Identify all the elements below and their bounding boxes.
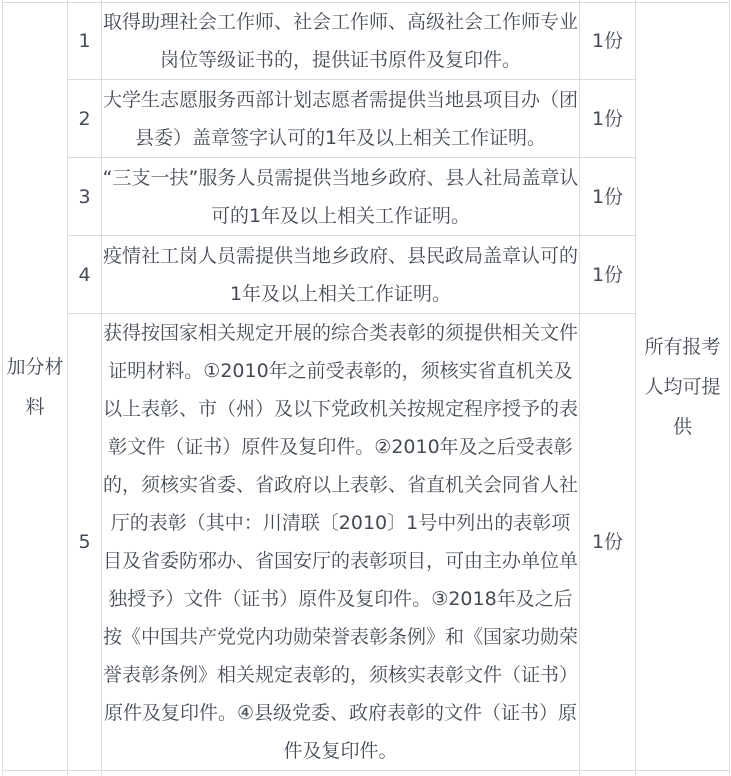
material-desc-cell: 获得按国家相关规定开展的综合类表彰的须提供相关文件证明材料。①2010年之前受表彰的，须核实省直机关及以上表彰、市（州）及以下党政机关按规定程序授予的表彰文件（证书）原件及复印件。②2010年及之后受表彰的，须核实省委、省政府以上表彰、省直机关会同省人社厅的表彰（其中：川清联〔2010〕1号中列出的表彰项目及省委防邪办、省国安厅的表彰项目，可由主办单位单独授予）文件（证书）原件及复印件。③2018年及之后按《中国共产党党内功勋荣誉表彰条例》和《国家功勋荣誉表彰条例》相关规定表彰的，须核实表彰文件（证书）原件及复印件。④县级党委、政府表彰的文件（证书）原件及复印件。 [102, 314, 580, 771]
partial-cell [636, 771, 730, 776]
table-row [3, 3, 730, 80]
table-row [3, 80, 730, 158]
table-row [3, 314, 730, 771]
material-desc-cell: 大学生志愿服务西部计划志愿者需提供当地县项目办（团县委）盖章签字认可的1年及以上相关工作证明。 [102, 80, 580, 158]
copies-cell: 1份 [580, 236, 636, 314]
partial-row-bottom [3, 771, 730, 776]
partial-cell [102, 771, 580, 776]
row-number-cell: 2 [68, 80, 102, 158]
row-number-cell: 1 [68, 3, 102, 80]
copies-cell: 1份 [580, 314, 636, 771]
table-row [3, 158, 730, 236]
partial-cell [68, 771, 102, 776]
partial-cell [3, 771, 68, 776]
row-number-cell: 4 [68, 236, 102, 314]
material-desc-cell: 取得助理社会工作师、社会工作师、高级社会工作师专业岗位等级证书的，提供证书原件及复印件。 [102, 3, 580, 80]
row-number-cell: 5 [68, 314, 102, 771]
row-number-cell: 3 [68, 158, 102, 236]
side-note-cell: 所有报考人均可提供 [636, 3, 730, 771]
copies-cell: 1份 [580, 158, 636, 236]
bonus-materials-table [2, 0, 730, 775]
table-row [3, 236, 730, 314]
material-desc-cell: “三支一扶”服务人员需提供当地乡政府、县人社局盖章认可的1年及以上相关工作证明。 [102, 158, 580, 236]
material-desc-cell: 疫情社工岗人员需提供当地乡政府、县民政局盖章认可的1年及以上相关工作证明。 [102, 236, 580, 314]
copies-cell: 1份 [580, 3, 636, 80]
partial-cell [580, 771, 636, 776]
copies-cell: 1份 [580, 80, 636, 158]
category-cell: 加分材料 [3, 3, 68, 771]
